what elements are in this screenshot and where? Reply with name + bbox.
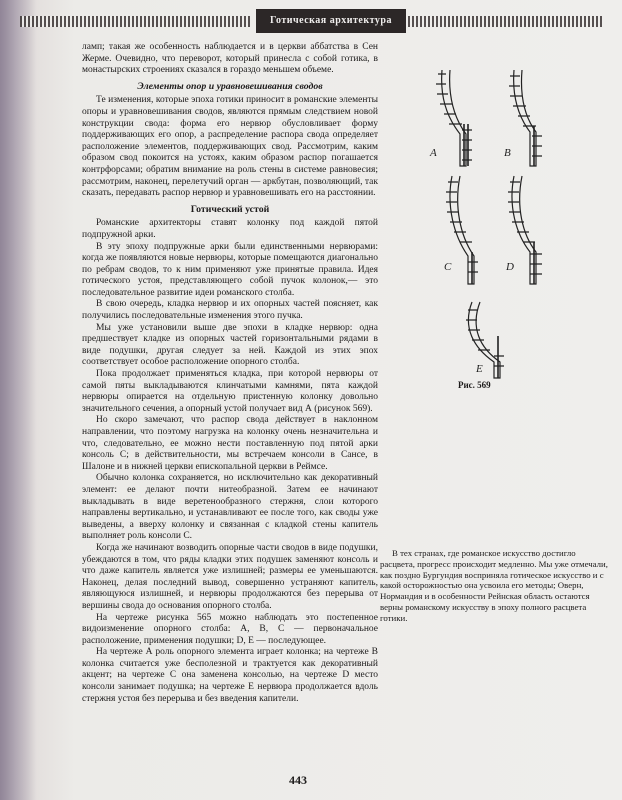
running-title: Готическая архитектура bbox=[256, 9, 406, 33]
label-e: Е bbox=[476, 363, 483, 375]
side-note bbox=[380, 548, 610, 624]
drawing-e bbox=[466, 302, 504, 378]
page-header bbox=[24, 8, 609, 36]
pier-drawings bbox=[402, 66, 612, 382]
label-a: А bbox=[430, 147, 437, 159]
paragraph: Когда же начинают возводить опорные части сводов в виде подушки, убеждаются в том, что ряды кладки этих подушек заменяют консоль и что даже капитель является уже излишней; размеры ее уменьшаются. Наконец, делая последний вывод, совершенно устраняют капитель, являющуюся излишней, и нервюры продолжаются без перерыва от вершины свода до основания опорного столба. bbox=[82, 542, 378, 611]
label-b: В bbox=[504, 147, 511, 159]
paragraph: ламп; такая же особенность наблюдается и в церкви аббатства в Сен Жерме. Очевидно, что переворот, который принесла с собой готика, в монастырских строениях сказался в гораздо меньшем объеме. bbox=[82, 42, 378, 76]
binding-shadow bbox=[0, 0, 36, 800]
label-d: D bbox=[506, 261, 514, 273]
ornament-band-left bbox=[20, 16, 250, 27]
label-c: С bbox=[444, 261, 452, 273]
ornament-band-right bbox=[404, 16, 604, 27]
drawing-b bbox=[509, 70, 542, 166]
paragraph: Обычно колонка сохраняется, но исключительно как декоративный элемент: ее делают почти нитеобразной. Затем ее начинают выкладывать в виде веретенообразного стержня, слои которого направлены вертикально, и устанавливают ее после того, как своды уже выведены, а вверху колонку и связанная с кладкой стены капитель выполняет роль консоли С. bbox=[82, 473, 378, 542]
figure-569 bbox=[402, 66, 612, 382]
side-note-text: В тех странах, где романское искусство достигло расцвета, прогресс происходит медленно. Мы уже отмечали, как поздно Бургундия восприняла готическое искусство и с какой осторожностью она усвоила его методы; Оверн, Нормандия и в особенности Рейнская область остаются верны романскому искусству в эпоху полного расцвета готики. bbox=[380, 548, 608, 623]
paragraph: В эту эпоху подпружные арки были единственными нервюрами: когда же появляются новые нервюры, которые помещаются диагонально по ребрам сводов, то к ним применяют уже принятые правила. Идея готического устоя, представляющего собой пучок колонок,— это последовательное развитие идеи романского столба. bbox=[82, 241, 378, 298]
page-number: 443 bbox=[289, 773, 307, 787]
paragraph: Те изменения, которые эпоха готики приносит в романские элементы опоры и уравновешивания сводов, являются прямым следствием новой конструкции свода: форма его нервюр обусловливает форму поддерживающих его опор, а распределение распора свода определяет расположение элементов, поддерживающих свод. Рассмотрим, каким образом свод покоится на устоях, каким образом распор погашается контрфорсами; обратим внимание на роль стены в системе равновесия; рассмотрим, наконец, перелетучий орган — аркбутан, позволяющий, так сказать, передавать распор нервюр и уравновешивать его на расстоянии. bbox=[82, 95, 378, 199]
paragraph: На чертеже рисунка 565 можно наблюдать это постепенное видоизменение опорного столба: А, В, С — первоначальное расположение, применения подушки; D, Е — последующее. bbox=[82, 612, 378, 646]
paragraph: Мы уже установили выше две эпохи в кладке нервюр: одна предшествует кладке из опорных частей горизонтальными рядами в виде подушки, другая следует за ней. Каждой из этих эпох соответствует особое расположение опорного столба. bbox=[82, 322, 378, 368]
figure-caption: Рис. 569 bbox=[458, 380, 491, 390]
section-heading: Элементы опор и уравновешивания сводов bbox=[137, 80, 323, 92]
paragraph: В свою очередь, кладка нервюр и их опорных частей поясняет, как получились последовательные изменения этого пучка. bbox=[82, 299, 378, 322]
paragraph: Романские архитекторы ставят колонку под каждой пятой подпружной арки. bbox=[82, 218, 378, 240]
main-text-column bbox=[82, 42, 378, 705]
section-heading: Готический устой bbox=[190, 203, 270, 215]
paragraph: Пока продолжает применяться кладка, при которой нервюры от самой пяты выкладываются клинчатыми камнями, пята каждой нервюры опирается на отдельную пристенную колонку довольно значительного сечения, а опорный устой получает вид А (рисунок 569). bbox=[82, 369, 378, 414]
drawing-a bbox=[436, 70, 472, 166]
paragraph: На чертеже А роль опорного элемента играет колонка; на чертеже В колонка считается уже бесполезной и трактуется как декоративный акцент; на чертеже С она заменена консолью, на чертеже D место консоли занимает подушка; на чертеже Е нервюра продолжается вдоль стержня устоя без перерыва и без введения капители. bbox=[82, 647, 378, 704]
paragraph: Но скоро замечают, что распор свода действует в наклонном направлении, что поэтому нагрузка на колонку очень незначительна и что, следовательно, ее можно нести поставленную под пятой арки консоль С; в действительности, мы встречаем консоли в Сансе, в Шалоне и в нижней церкви епископальной церкви в Реймсе. bbox=[82, 415, 378, 472]
